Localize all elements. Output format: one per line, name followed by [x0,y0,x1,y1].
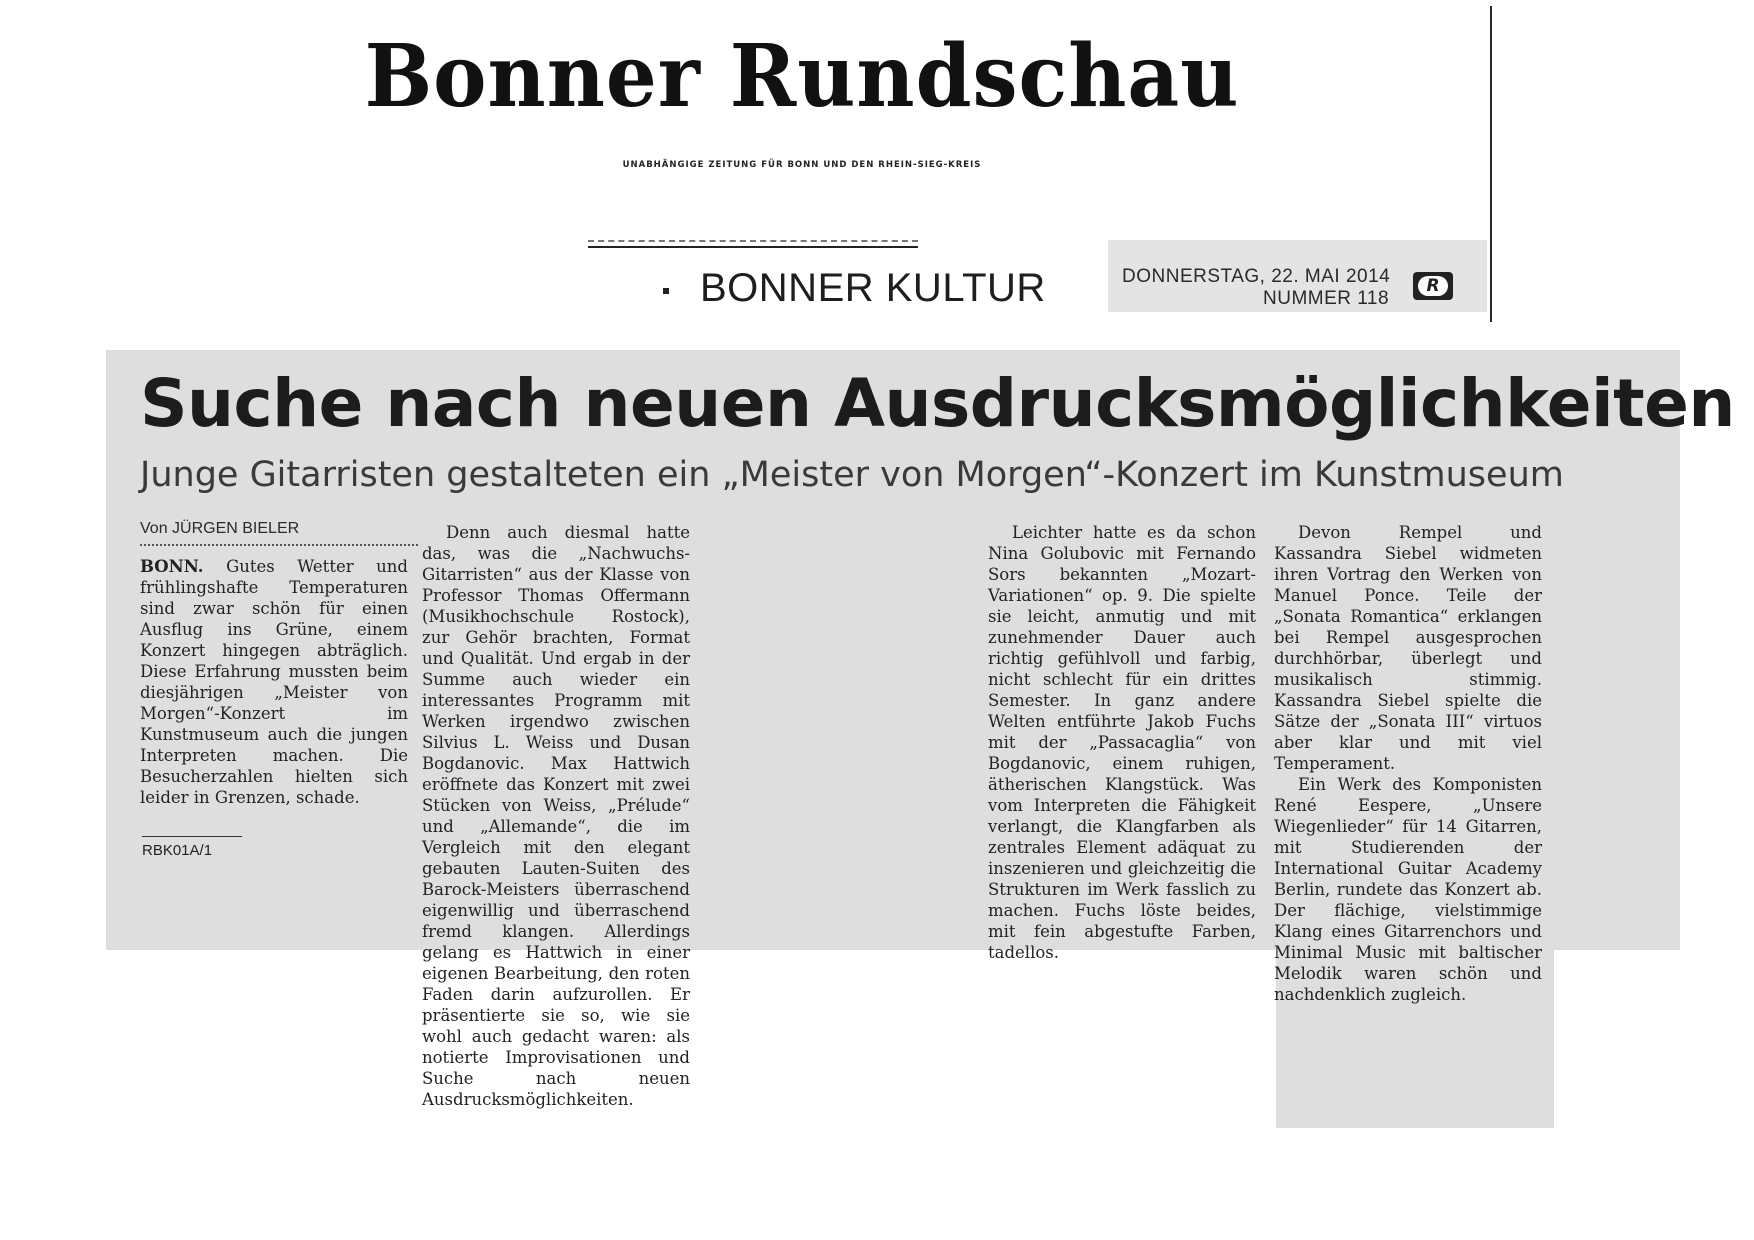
article-subheadline: Junge Gitarristen gestalteten ein „Meister von Morgen“-Konzert im Kunstmuseum [140,455,1564,495]
section-rule [588,246,918,248]
article-column-4 [988,522,1256,963]
rundschau-logo-icon [1413,272,1453,300]
section-bullet [663,288,669,294]
newspaper-subtitle: UNABHÄNGIGE ZEITUNG FÜR BONN UND DEN RHEIN-SIEG-KREIS [622,160,982,170]
article-byline: Von JÜRGEN BIELER [140,520,418,546]
section-title: BONNER KULTUR [700,266,1046,310]
logo-letter: R [1418,276,1448,296]
article-code: RBK01A/1 [142,842,213,859]
issue-number: NUMMER 118 [1263,288,1390,309]
article-paragraph: Leichter hatte es da schon Nina Golubovic mit Fernando Sors bekannten „Mozart-Variationen“ op. 9. Die spielte sie leicht, anmutig und mit zunehmender Dauer auch richtig gefühlvoll und farbig, nicht schlecht für ein drittes Semester. In ganz andere Welten entführte Jakob Fuchs mit der „Passacaglia“ von Bogdanovic, einem ruhigen, ätherischen Klangstück. Was vom Interpreten die Fähigkeit verlangt, die Klangfarben als zentrales Element adäquat zu inszenieren und gleichzeitig die Strukturen im Werk fasslich zu machen. Fuchs löste beides, mit fein abgestufte Farben, tadellos. [988,523,1256,962]
article-headline: Suche nach neuen Ausdrucksmöglichkeiten [140,365,1735,442]
article-column-2 [422,522,690,1110]
lead-location: BONN. [140,557,204,576]
code-rule [142,836,242,837]
article-paragraph: Denn auch diesmal hatte das, was die „Nachwuchs-Gitarristen“ aus der Klasse von Professor Thomas Offermann (Musikhochschule Rostock), zur Gehör brachten, Format und Qualität. Und ergab in der Summe auch wieder ein interessantes Programm mit Werken irgendwo zwischen Silvius L. Weiss und Dusan Bogdanovic. Max Hattwich eröffnete das Konzert mit zwei Stücken von Weiss, „Prélude“ und „Allemande“, die im Vergleich mit den elegant gebauten Lauten-Suiten des Barock-Meisters überraschend eigenwillig und überraschend fremd klangen. Allerdings gelang es Hattwich in einer eigenen Bearbeitung, den roten Faden darin aufzurollen. Er präsentierte sie so, wie sie wohl auch gedacht waren: als notierte Improvisationen und Suche nach neuen Ausdrucksmöglichkeiten. [422,523,690,1109]
issue-date: DONNERSTAG, 22. MAI 2014 [1122,266,1391,287]
paragraph-text: Gutes Wetter und frühlingshafte Temperaturen sind zwar schön für einen Ausflug ins Grüne, einem Konzert hingegen abträglich. Diese Erfahrung mussten beim diesjährigen „Meister von Morgen“-Konzert im Kunstmuseum auch die jungen Interpreten machen. Die Besucherzahlen hielten sich leider in Grenzen, schade. [140,557,408,807]
newspaper-title: Bonner Rundschau [364,25,1240,127]
article-paragraph [140,556,408,808]
article-paragraph: Ein Werk des Komponisten René Eespere, „Unsere Wiegenlieder“ für 14 Gitarren, mit Studierenden der International Guitar Academy Berlin, rundete das Konzert ab. Der flächige, vielstimmige Klang eines Gitarrenchors und Minimal Music mit baltischer Melodik waren schön und nachdenklich zugleich. [1274,775,1542,1004]
article-paragraph: Devon Rempel und Kassandra Siebel widmeten ihren Vortrag den Werken von Manuel Ponce. Teile der „Sonata Romantica“ erklangen bei Rempel ausgesprochen durchhörbar, überlegt und musikalisch stimmig. Kassandra Siebel spielte die Sätze der „Sonata III“ virtuos aber klar und mit viel Temperament. [1274,523,1542,773]
article-column-5 [1274,522,1542,1005]
article-column-1 [140,556,408,808]
